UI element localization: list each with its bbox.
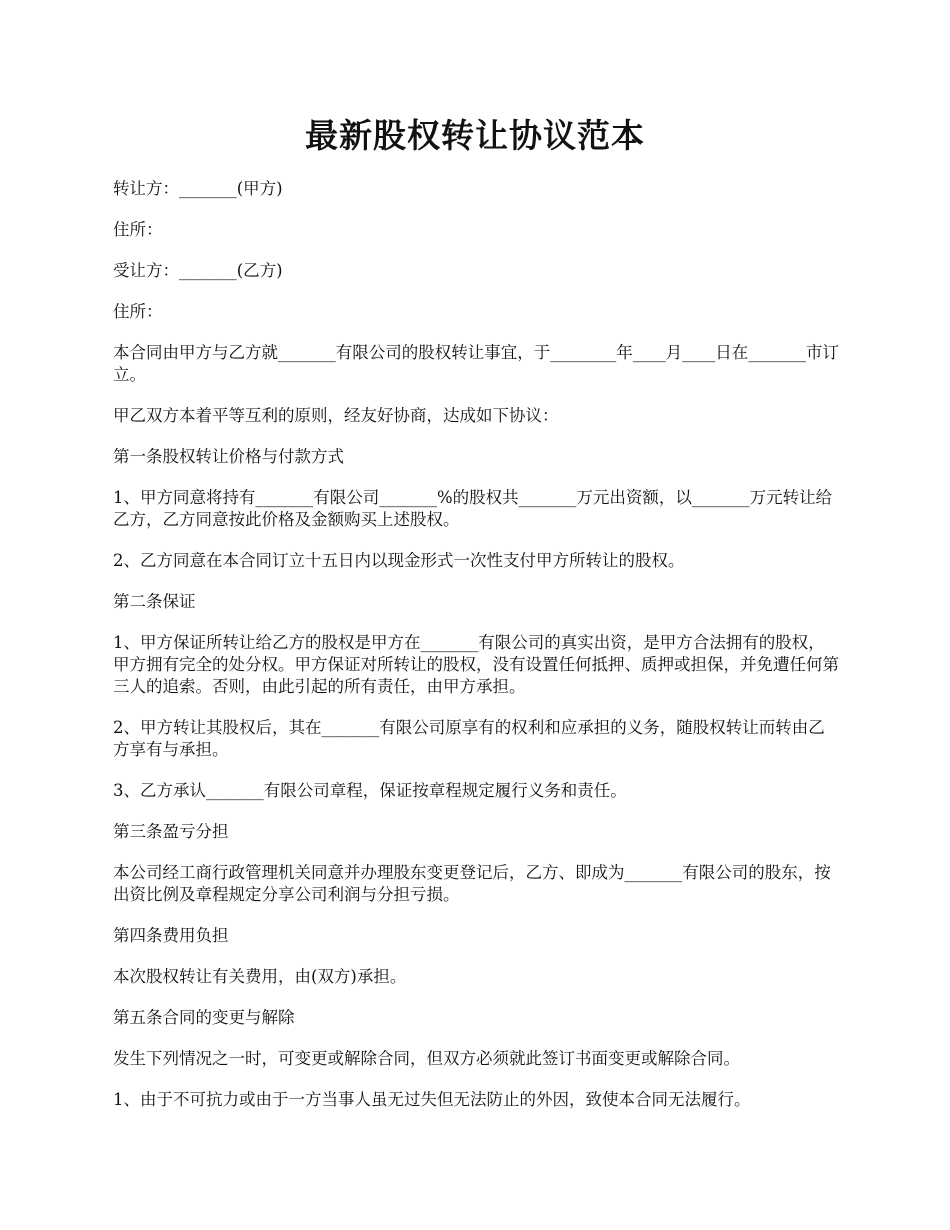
document-body (113, 178, 839, 1111)
document-title: 最新股权转让协议范本 (305, 116, 645, 155)
article-5-heading: 第五条合同的变更与解除 (113, 1008, 295, 1027)
article-1-heading: 第一条股权转让价格与付款方式 (113, 447, 344, 466)
article-3-heading: 第三条盈亏分担 (113, 822, 229, 841)
article-4-heading: 第四条费用负担 (113, 926, 229, 945)
party-a-line: 转让方：_______(甲方) (113, 179, 283, 198)
article-3-clause: 本公司经工商行政管理机关同意并办理股东变更登记后，乙方、即成为_______有限公司的股东，按出资比例及章程规定分享公司利润与分担亏损。 (113, 863, 831, 904)
article-5-clause-1: 1、由于不可抗力或由于一方当事人虽无过失但无法防止的外因，致使本合同无法履行。 (113, 1090, 751, 1109)
article-1-clause-2: 2、乙方同意在本合同订立十五日内以现金形式一次性支付甲方所转让的股权。 (113, 551, 685, 570)
party-b-address: 住所： (113, 302, 163, 321)
contract-intro: 本合同由甲方与乙方就_______有限公司的股权转让事宜，于________年____月____日在_______市订立。 (113, 343, 839, 384)
article-2-clause-2: 2、甲方转让其股权后，其在_______有限公司原享有的权利和应承担的义务，随股权转让而转由乙方享有与承担。 (113, 718, 825, 759)
agreement-preamble: 甲乙双方本着平等互利的原则，经友好协商，达成如下协议： (113, 406, 559, 425)
party-b-line: 受让方：_______(乙方) (113, 261, 283, 280)
article-2-clause-3: 3、乙方承认_______有限公司章程，保证按章程规定履行义务和责任。 (113, 781, 627, 800)
article-5-intro: 发生下列情况之一时，可变更或解除合同，但双方必须就此签订书面变更或解除合同。 (113, 1049, 740, 1068)
article-1-clause-1: 1、甲方同意将持有_______有限公司_______%的股权共_______万元出资额，以_______万元转让给乙方，乙方同意按此价格及金额购买上述股权。 (113, 488, 833, 529)
party-a-address: 住所： (113, 220, 163, 239)
article-4-clause: 本次股权转让有关费用，由(双方)承担。 (113, 967, 407, 986)
article-2-clause-1: 1、甲方保证所转让给乙方的股权是甲方在_______有限公司的真实出资，是甲方合法拥有的股权，甲方拥有完全的处分权。甲方保证对所转让的股权，没有设置任何抵押、质押或担保，并免遭任何第三人的追索。否则，由此引起的所有责任，由甲方承担。 (113, 633, 839, 696)
article-2-heading: 第二条保证 (113, 592, 196, 611)
